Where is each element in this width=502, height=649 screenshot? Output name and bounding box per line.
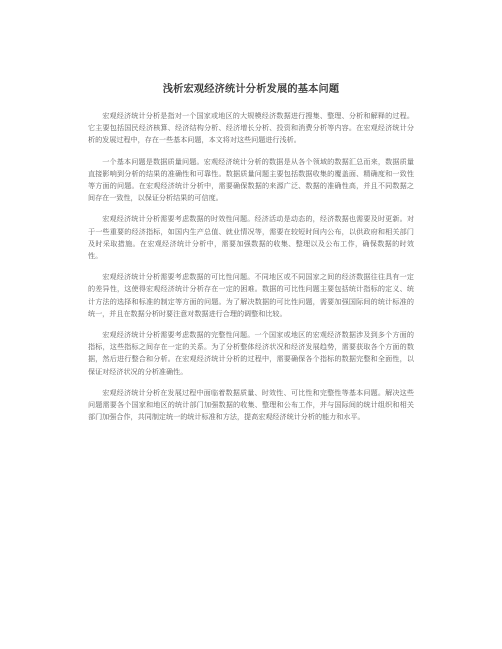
paragraph-timeliness: 宏观经济统计分析需要考虑数据的时效性问题。经济活动是动态的，经济数据也需要及时更新。对于一些重要的经济指标，如国内生产总值、就业情况等，需要在较短时间内公布，以供政府和相关部门及时采取措施。在宏观经济统计分析中，需要加强数据的收集、整理以及公布工作，确保数据的时效性。 (88, 214, 414, 261)
paragraph-intro: 宏观经济统计分析是指对一个国家或地区的大规模经济数据进行搜集、整理、分析和解释的过程。它主要包括国民经济核算、经济结构分析、经济增长分析、投资和消费分析等内容。在宏观经济统计分析的发展过程中，存在一些基本问题，本文将对这些问题进行浅析。 (88, 111, 414, 145)
paragraph-data-quality: 一个基本问题是数据质量问题。宏观经济统计分析的数据是从各个领域的数据汇总而来，数据质量直接影响到分析的结果的准确性和可靠性。数据质量问题主要包括数据收集的覆盖面、精确度和一致性等方面的问题。在宏观经济统计分析中，需要确保数据的来源广泛、数据的准确性高，并且不同数据之间存在一致性，以保证分析结果的可信度。 (88, 156, 414, 203)
paragraph-completeness: 宏观经济统计分析需要考虑数据的完整性问题。一个国家或地区的宏观经济数据涉及到多个方面的指标，这些指标之间存在一定的关系。为了分析整体经济状况和经济发展趋势，需要获取各个方面的数据，然后进行整合和分析。在宏观经济统计分析的过程中，需要确保各个指标的数据完整和全面性，以保证对经济状况的分析准确性。 (88, 330, 414, 376)
paragraph-comparability: 宏观经济统计分析需要考虑数据的可比性问题。不同地区或不同国家之间的经济数据往往具有一定的差异性，这使得宏观经济统计分析存在一定的困难。数据的可比性问题主要包括统计指标的定义、统计方法的选择和标准的制定等方面的问题。为了解决数据的可比性问题，需要加强国际间的统计标准的统一，并且在数据分析时要注意对数据进行合理的调整和比较。 (88, 272, 414, 318)
document-page (88, 83, 414, 432)
document-title: 浅析宏观经济统计分析发展的基本问题 (162, 84, 340, 95)
paragraph-conclusion: 宏观经济统计分析在发展过程中面临着数据质量、时效性、可比性和完整性等基本问题。解决这些问题需要各个国家和地区的统计部门加强数据的收集、整理和公布工作，并与国际间的统计组织和相关部门加强合作，共同制定统一的统计标准和方法，提高宏观经济统计分析的能力和水平。 (88, 387, 414, 422)
